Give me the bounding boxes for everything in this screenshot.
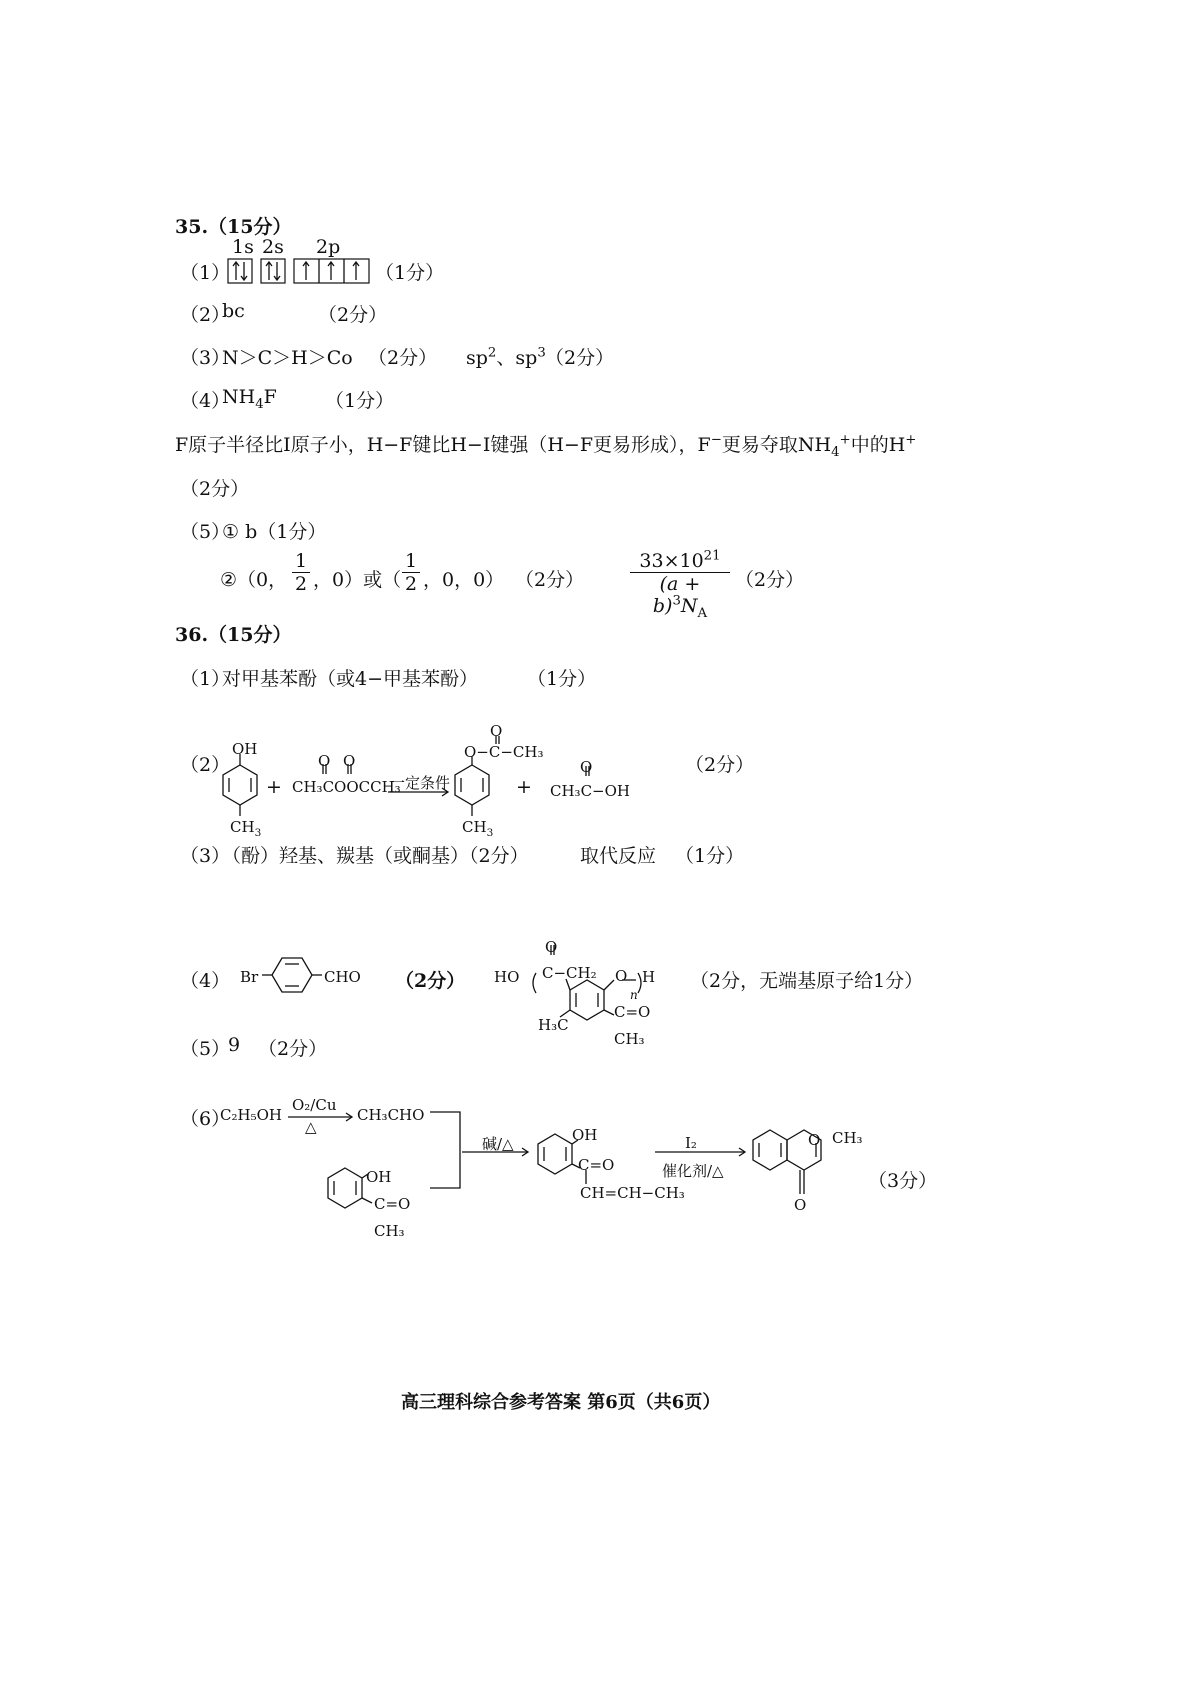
q36-p1-score: （1分） [527, 668, 597, 690]
q36-p4-o-top: O [545, 938, 558, 956]
q36-p4-br: Br [240, 968, 259, 986]
orbital-label-2s: 2s [262, 236, 284, 258]
q36-p2-condition: 一定条件 [390, 774, 451, 792]
q36-p4-ch2: C−CH₂ [542, 964, 597, 982]
q36-header: 36.（15分） [175, 624, 292, 646]
q36-p6-o-ketone: O [794, 1196, 807, 1214]
q36-p2-acid-o: O [580, 758, 593, 776]
fraction-half-1: $\frac{1}{2}$ [292, 550, 310, 595]
q36-p4-aldehyde-ring [262, 955, 332, 1000]
orbital-label-1s: 1s [232, 236, 254, 258]
orbital-label-2p: 2p [316, 236, 341, 258]
q36-p2-acetic-acid: CH₃C−OH [550, 782, 630, 800]
q35-p4-score: （1分） [325, 390, 395, 412]
q35-p2-score: （2分） [318, 304, 388, 326]
q35-p5-score3: （2分） [735, 569, 805, 591]
q35-p3-score2: （2分） [545, 347, 615, 369]
q36-p6-acetaldehyde: CH₃CHO [357, 1106, 425, 1124]
q35-p1-score: （1分） [375, 262, 445, 284]
q36-p6-o-ring: O [808, 1131, 821, 1149]
q36-p6-oh-mid: OH [572, 1126, 598, 1144]
q36-p3-score2: （1分） [675, 845, 745, 867]
q36-p4-cho: CHO [324, 968, 361, 986]
q36-p5-score: （2分） [258, 1038, 328, 1060]
q36-p2-score: （2分） [685, 754, 755, 776]
q36-p2-anhydride: CH₃COOCCH₃ [292, 778, 401, 796]
q36-p6-co-mid: C=O [578, 1156, 615, 1174]
q36-p4-score2: （2分，无端基原子给1分） [690, 970, 924, 992]
q36-p3-answer: （酚）羟基、羰基（或酮基）（2分） [222, 845, 529, 867]
q35-p5-answer2-post: ，0，0） [423, 569, 505, 591]
q35-p2-answer: bc [222, 300, 245, 322]
q36-p6-catalyst: 催化剂/△ [662, 1162, 724, 1180]
q36-p4-h: H [642, 968, 656, 986]
q36-p6-oxidant: O₂/Cu [292, 1096, 337, 1114]
q36-p4-num: （4） [180, 970, 231, 992]
q35-p5-num: （5） [180, 521, 231, 543]
q36-p3-num: （3） [180, 845, 231, 867]
orbital-diagram [227, 258, 372, 286]
q36-p6-chain: CH=CH−CH₃ [580, 1184, 685, 1202]
q35-p2-num: （2） [180, 304, 231, 326]
q36-p2-plus2: + [516, 776, 532, 798]
q35-p5-score2: （2分） [515, 569, 585, 591]
q36-p2-product-ch3: $CH_3$ [462, 818, 494, 839]
q36-p5-answer: 9 [228, 1034, 241, 1056]
q36-p6-base: 碱/△ [482, 1135, 514, 1153]
q36-p2-o-b: O [343, 752, 356, 770]
q35-p4-answer: $NH_4F$ [222, 386, 277, 412]
q36-p6-ethanol: C₂H₅OH [220, 1106, 282, 1124]
q35-p5-answer2-pre: ②（0， [220, 569, 288, 591]
q35-p4-explanation: F原子半径比I原子小，H−F键比H−I键强（H−F更易形成），F−更易夺取$NH_4^+$中的H+ [175, 432, 917, 460]
q36-p3-answer2: 取代反应 [580, 845, 657, 867]
q35-p5-answer2-mid: ，0）或（ [313, 569, 402, 591]
q36-p2-reactant-ch3: $CH_3$ [230, 818, 262, 839]
q36-p6-ch3-start: CH₃ [374, 1222, 405, 1240]
q36-p6-num: （6） [180, 1108, 231, 1130]
q36-p4-n: n [630, 988, 638, 1002]
q36-p4-ch3: CH₃ [614, 1030, 645, 1048]
q36-p2-o-top: O [490, 722, 503, 740]
q36-p6-i2: I₂ [685, 1134, 697, 1152]
q35-header: 35.（15分） [175, 216, 292, 238]
q36-p6-oh-start: OH [366, 1168, 392, 1186]
q36-p2-o-a: O [318, 752, 331, 770]
q36-p1-answer: 对甲基苯酚（或4−甲基苯酚） [222, 668, 479, 690]
q36-p6-delta: △ [305, 1118, 317, 1136]
q36-p2-num: （2） [180, 754, 231, 776]
q36-p4-co: C=O [614, 1003, 651, 1021]
q36-p1-num: （1） [180, 668, 231, 690]
fraction-half-2: $\frac{1}{2}$ [402, 550, 420, 595]
q35-p4-num: （4） [180, 390, 231, 412]
q35-p3-score1: （2分） [368, 347, 438, 369]
density-formula: $\frac{33\times 10^{21}}{(a + b)^3N_A}$ [630, 550, 730, 617]
q36-p6-co-start: C=O [374, 1195, 411, 1213]
page-footer: 高三理科综合参考答案 第6页（共6页） [401, 1392, 721, 1413]
q36-p4-score1: （2分） [395, 970, 466, 992]
q36-p4-ho: HO [494, 968, 520, 986]
q36-p6-score: （3分） [868, 1170, 938, 1192]
q36-p4-h3c: H₃C [538, 1016, 569, 1034]
q36-p6-synthesis-scheme [280, 1100, 880, 1260]
q35-p4-expl-score: （2分） [180, 478, 250, 500]
q36-p2-plus1: + [266, 776, 282, 798]
q35-p3-hybridization: $sp^2$、$sp^3$ [466, 345, 546, 369]
q36-p5-num: （5） [180, 1038, 231, 1060]
q35-p5-answer1: ① b（1分） [222, 521, 327, 543]
q35-p1-num: （1） [180, 262, 231, 284]
q36-p2-reactant-oh: OH [232, 740, 258, 758]
q36-p6-ch3-product: CH₃ [832, 1129, 863, 1147]
q36-p2-product-ester: O−C−CH₃ [464, 743, 544, 761]
q35-p3-num: （3） [180, 347, 231, 369]
q35-p3-answer1: N＞C＞H＞Co [222, 347, 353, 369]
q36-p4-o-ring: O [615, 967, 628, 985]
